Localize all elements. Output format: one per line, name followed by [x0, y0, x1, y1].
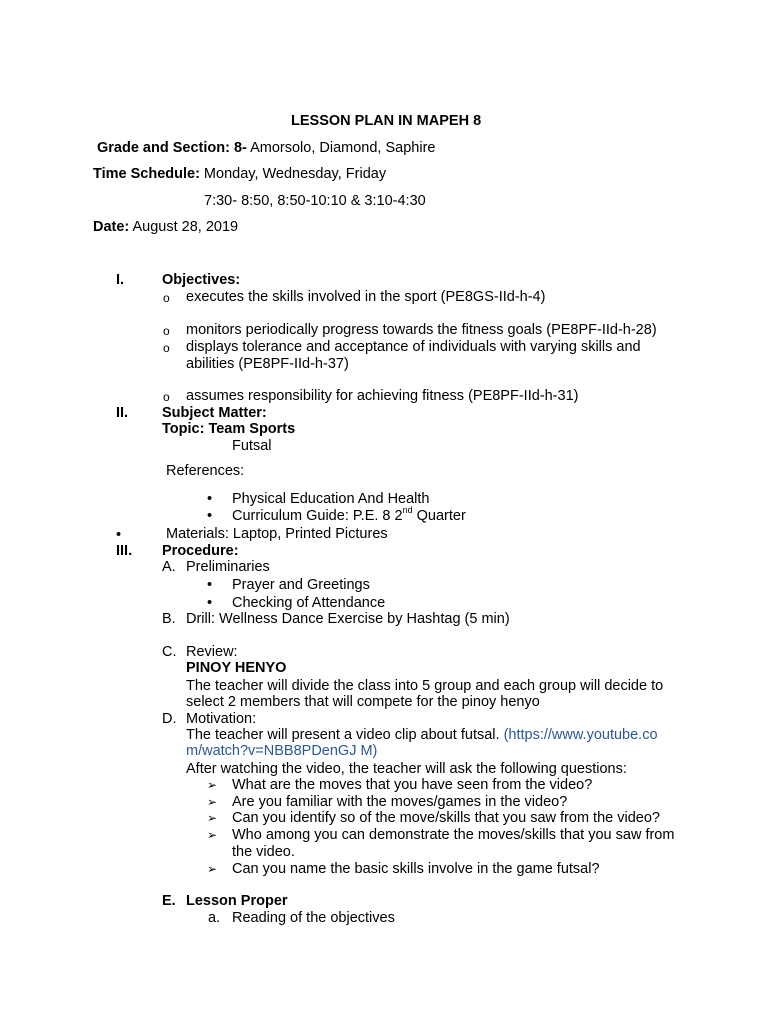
- objective-bullet: o: [163, 341, 170, 355]
- objective-bullet: o: [163, 324, 170, 338]
- reference-bullet: •: [207, 491, 213, 507]
- materials-line: Materials: Laptop, Printed Pictures: [166, 526, 388, 542]
- section-3-heading: Procedure:: [162, 543, 239, 559]
- procedure-a-text: Preliminaries: [186, 559, 270, 575]
- procedure-e-text: Lesson Proper: [186, 893, 288, 909]
- arrow-bullet-icon: ➢: [207, 828, 218, 842]
- time-schedule-label: Time Schedule:: [93, 166, 200, 182]
- arrow-bullet-icon: ➢: [207, 795, 218, 809]
- section-1-numeral: I.: [116, 272, 125, 288]
- time-schedule-line: [93, 166, 386, 183]
- procedure-d-text: Motivation:: [186, 711, 257, 727]
- section-2-numeral: II.: [116, 405, 129, 421]
- objective-item-continued: abilities (PE8PF-IId-h-37): [186, 356, 349, 372]
- objective-bullet: o: [163, 390, 170, 404]
- preliminary-item: Checking of Attendance: [232, 595, 386, 611]
- topic-line: Topic: Team Sports: [162, 421, 296, 437]
- procedure-b-letter: B.: [162, 611, 176, 627]
- preliminary-bullet: •: [207, 577, 213, 593]
- objective-item: assumes responsibility for achieving fitness (PE8PF-IId-h-31): [186, 388, 579, 404]
- question-item-continued: the video.: [232, 844, 295, 860]
- grade-section-line: [97, 140, 435, 157]
- video-link[interactable]: (https://www.youtube.co: [499, 727, 658, 743]
- procedure-c-text: Review:: [186, 644, 238, 660]
- arrow-bullet-icon: ➢: [207, 811, 218, 825]
- references-label: References:: [166, 463, 245, 479]
- question-item: What are the moves that you have seen from the video?: [232, 777, 593, 793]
- motivation-body: After watching the video, the teacher will ask the following questions:: [186, 761, 627, 777]
- grade-section-value: Amorsolo, Diamond, Saphire: [246, 140, 436, 156]
- section-3-numeral: III.: [116, 543, 133, 559]
- procedure-e-letter: E.: [162, 893, 176, 909]
- time-slots: 7:30- 8:50, 8:50-10:10 & 3:10-4:30: [204, 193, 426, 209]
- review-body: select 2 members that will compete for the pinoy henyo: [186, 694, 540, 710]
- procedure-a-letter: A.: [162, 559, 176, 575]
- date-value: August 28, 2019: [129, 219, 239, 235]
- section-2-heading: Subject Matter:: [162, 405, 267, 421]
- section-1-heading: Objectives:: [162, 272, 241, 288]
- question-item: Can you name the basic skills involve in the game futsal?: [232, 861, 600, 877]
- reference-item: Curriculum Guide: P.E. 8 2nd Quarter: [232, 505, 466, 524]
- arrow-bullet-icon: ➢: [207, 862, 218, 876]
- review-title: PINOY HENYO: [186, 660, 287, 676]
- date-line: [93, 219, 238, 236]
- procedure-d-letter: D.: [162, 711, 177, 727]
- question-item: Can you identify so of the move/skills that you saw from the video?: [232, 810, 660, 826]
- motivation-body: The teacher will present a video clip about futsal. (https://www.youtube.co: [186, 727, 658, 743]
- preliminary-item: Prayer and Greetings: [232, 577, 370, 593]
- reference-item: Physical Education And Health: [232, 491, 430, 507]
- subtopic: Futsal: [232, 438, 272, 454]
- objective-item: executes the skills involved in the sport (PE8GS-IId-h-4): [186, 289, 546, 305]
- objective-item: displays tolerance and acceptance of individuals with varying skills and: [186, 339, 641, 355]
- procedure-b-text: Drill: Wellness Dance Exercise by Hashtag (5 min): [186, 611, 510, 627]
- preliminary-bullet: •: [207, 595, 213, 611]
- question-item: Who among you can demonstrate the moves/skills that you saw from: [232, 827, 675, 843]
- document-title: LESSON PLAN IN MAPEH 8: [291, 113, 482, 129]
- video-link-continued[interactable]: m/watch?v=NBB8PDenGJ M): [186, 743, 378, 759]
- review-body: The teacher will divide the class into 5 group and each group will decide to: [186, 678, 664, 694]
- date-label: Date:: [93, 219, 130, 235]
- grade-section-label: Grade and Section: 8-: [97, 140, 247, 156]
- objective-bullet: o: [163, 291, 170, 305]
- lesson-proper-sub-text: Reading of the objectives: [232, 910, 395, 926]
- arrow-bullet-icon: ➢: [207, 778, 218, 792]
- reference-bullet: •: [207, 508, 213, 524]
- materials-bullet: •: [116, 527, 122, 543]
- objective-item: monitors periodically progress towards the fitness goals (PE8PF-IId-h-28): [186, 322, 657, 338]
- time-schedule-value: Monday, Wednesday, Friday: [199, 166, 387, 182]
- question-item: Are you familiar with the moves/games in the video?: [232, 794, 568, 810]
- lesson-proper-sub-letter: a.: [208, 910, 221, 926]
- procedure-c-letter: C.: [162, 644, 177, 660]
